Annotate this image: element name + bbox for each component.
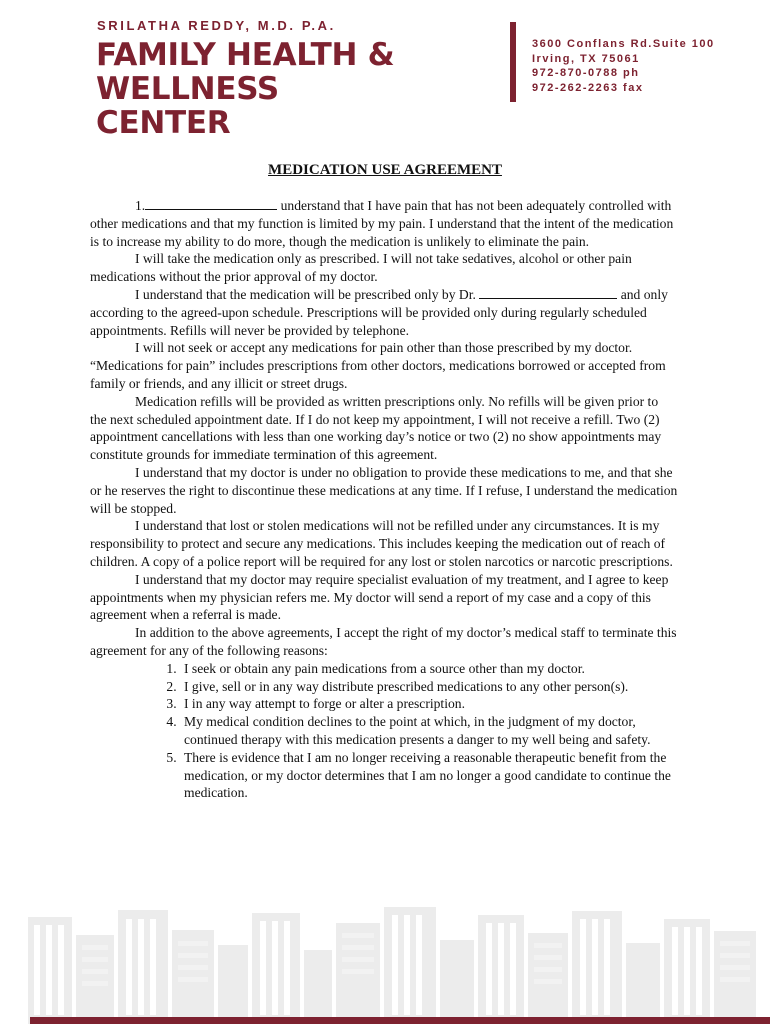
paragraph-4: I will not seek or accept any medications for pain other than those prescribed by my doctor. “Medications for pain” includes prescriptions from other doctors, medications borrowed or accepted from family or friends, and any illicit or street drugs. bbox=[90, 340, 666, 391]
clinic-name-line-1: FAMILY HEALTH & bbox=[96, 37, 395, 73]
contact-block bbox=[532, 37, 715, 95]
paragraph-5: Medication refills will be provided as written prescriptions only. No refills will be given prior to the next scheduled appointment date. If I do not keep my appointment, I will not receive a refill. Two (2) appointment cancellations with less than one working day’s notice or two (2) no show appointments may constitute grounds for immediate termination of this agreement. bbox=[90, 393, 662, 463]
termination-reasons-list bbox=[90, 660, 678, 802]
list-item: 1. I seek or obtain any pain medications from a source other than my doctor. bbox=[180, 660, 678, 678]
city-skyline-watermark bbox=[0, 905, 770, 1024]
paragraph-6: I understand that my doctor is under no obligation to provide these medications to me, and that she or he reserves the right to discontinue these medications at any time. If I refuse, I understand the medication will be stopped. bbox=[90, 464, 678, 516]
skyline-graphic bbox=[0, 905, 770, 1024]
paragraph-7: I understand that lost or stolen medications will not be refilled under any circumstances. It is my responsibility to protect and secure any medications. This includes keeping the medication out of reach of children. A copy of a police report will be required for any lost or stolen narcotics or narcotic prescriptions. bbox=[90, 518, 673, 569]
footer-bar bbox=[30, 1017, 770, 1024]
paragraph-3-text: and only according to the agreed-upon schedule. Prescriptions will be provided only during regularly scheduled appointments. Refills will never be provided by telephone. bbox=[90, 286, 668, 338]
paragraph-8: I understand that my doctor may require specialist evaluation of my treatment, and I agree to keep appointments when my physician refers me. My doctor will send a report of my case and a copy of this agreement when a referral is made. bbox=[90, 571, 669, 623]
list-item: 5. There is evidence that I am no longer receiving a reasonable therapeutic benefit from the medication, or my doctor determines that I am no longer a good candidate to continue the medication. bbox=[180, 749, 678, 802]
list-item: 4. My medical condition declines to the point at which, in the judgment of my doctor, continued therapy with this medication presents a danger to my well being and safety. bbox=[180, 713, 678, 749]
list-item: 3. I in any way attempt to forge or alter a prescription. bbox=[180, 695, 678, 713]
list-item: 2. I give, sell or in any way distribute prescribed medications to any other person(s). bbox=[180, 678, 678, 696]
paragraph-1 bbox=[90, 197, 678, 250]
fax-number: 972-262-2263 fax bbox=[532, 81, 644, 94]
clinic-name bbox=[96, 38, 426, 140]
agreement-body bbox=[90, 197, 678, 802]
paragraph-3 bbox=[90, 286, 678, 339]
paragraph-1-number: 1. bbox=[135, 198, 146, 213]
address-line-2: Irving, TX 75061 bbox=[532, 52, 640, 65]
paragraph-3-lead: I understand that the medication will be prescribed only by Dr. bbox=[135, 286, 480, 302]
document-title: MEDICATION USE AGREEMENT bbox=[268, 162, 502, 178]
paragraph-1-text: understand that I have pain that has not been adequately controlled with other medications and that my function is limited by my pain. I understand that the intent of the medication is to increase my ability to do more, though the medication is unlikely to eliminate the pain. bbox=[90, 198, 674, 249]
paragraph-9: In addition to the above agreements, I accept the right of my doctor’s medical staff to terminate this agreement for any of the following reasons: bbox=[90, 625, 677, 658]
patient-name-blank[interactable] bbox=[145, 197, 277, 210]
paragraph-2: I will take the medication only as prescribed. I will not take sedatives, alcohol or other pain medications without the prior approval of my doctor. bbox=[90, 251, 632, 285]
clinic-name-line-3: CENTER bbox=[96, 105, 231, 141]
clinic-name-line-2: WELLNESS bbox=[96, 71, 279, 107]
doctor-name-blank[interactable] bbox=[479, 286, 617, 299]
phone-number: 972-870-0788 ph bbox=[532, 67, 640, 79]
address-line-1: 3600 Conflans Rd.Suite 100 bbox=[532, 38, 715, 50]
letterhead bbox=[0, 0, 770, 150]
header-divider bbox=[510, 22, 516, 102]
doctor-name: SRILATHA REDDY, M.D. P.A. bbox=[97, 18, 336, 33]
